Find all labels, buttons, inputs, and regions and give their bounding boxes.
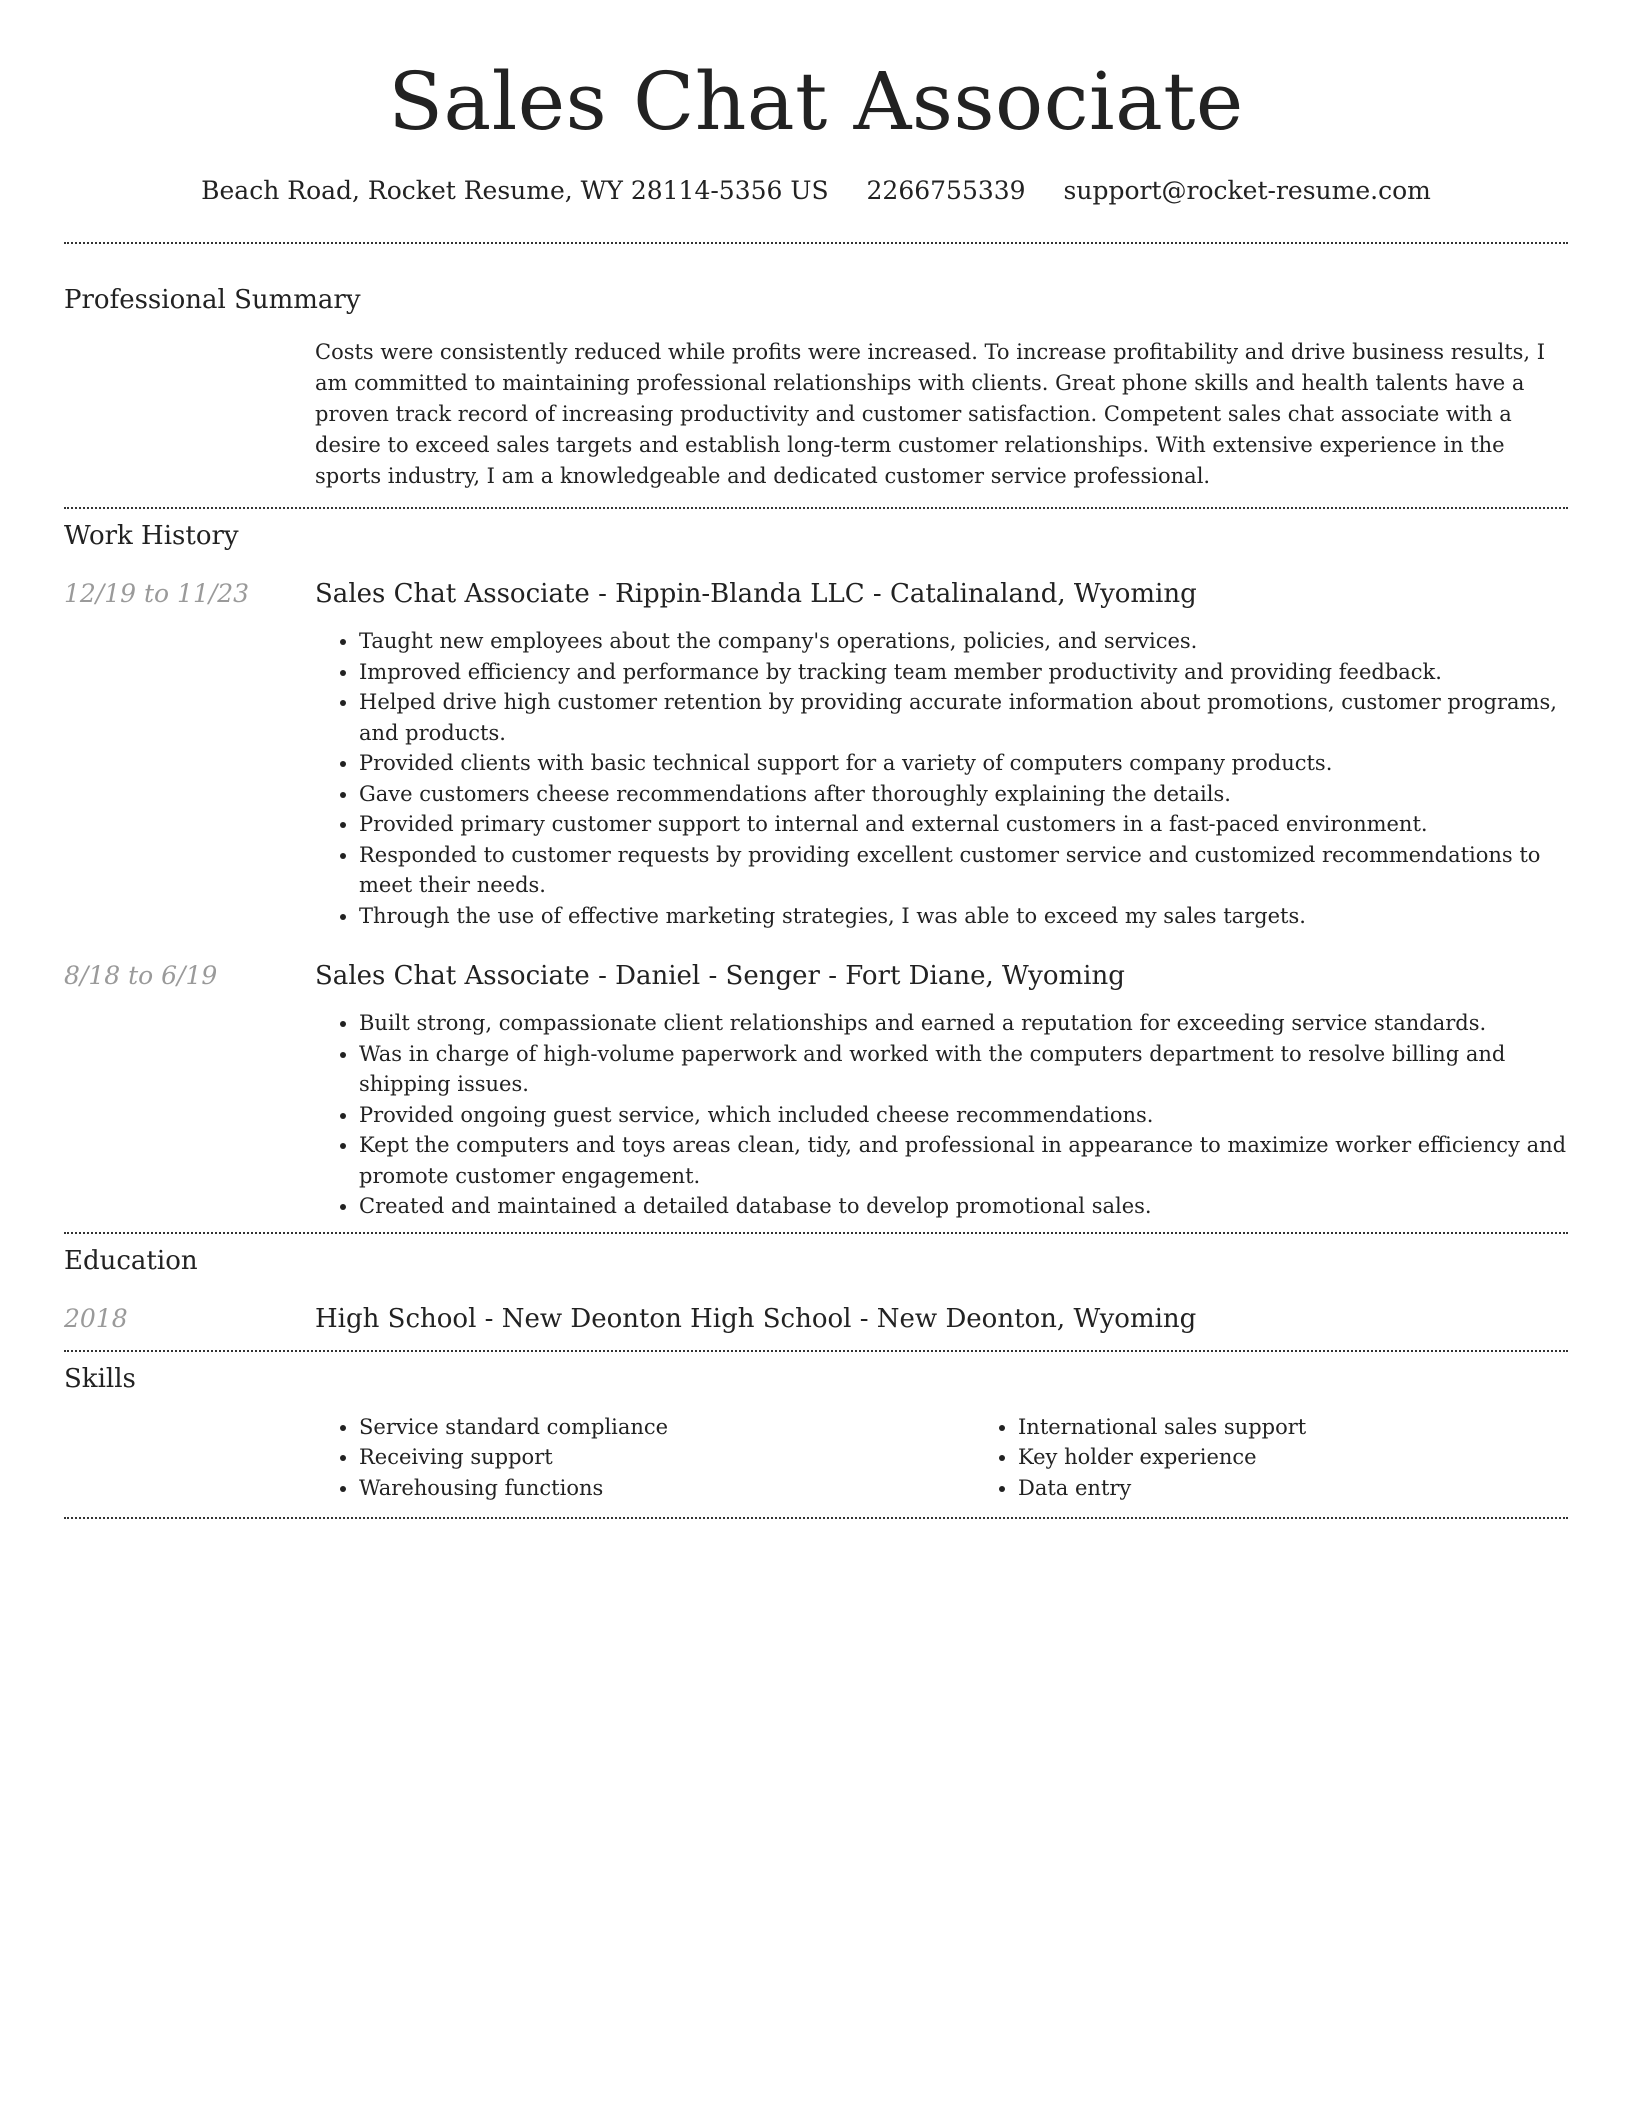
summary-text: Costs were consistently reduced while profits were increased. To increase profitability and drive business results, I am committed to maintaining professional relationships with clients. Great phone skills and health talents have a proven track record of increasing productivity and customer satisfaction. Competent sales chat associate with a desire to exceed sales targets and establish long-term customer relationships. With extensive experience in the sports industry, I am a knowledgeable and dedicated customer service professional. bbox=[315, 340, 1546, 488]
summary-title: Professional Summary bbox=[64, 285, 361, 315]
list-item: • Receiving support bbox=[359, 1442, 974, 1473]
resume-page bbox=[64, 0, 1568, 1519]
work-title: Work History bbox=[64, 521, 239, 551]
job-entry bbox=[64, 577, 1568, 931]
list-item: • Service standard compliance bbox=[359, 1412, 974, 1443]
education-section bbox=[64, 1234, 1568, 1350]
education-year: 2018 bbox=[64, 1303, 128, 1333]
job-dates: 12/19 to 11/23 bbox=[64, 579, 250, 608]
contact-phone: 2266755339 bbox=[866, 176, 1026, 205]
list-item: • International sales support bbox=[1018, 1412, 1632, 1443]
divider bbox=[64, 1517, 1568, 1519]
list-item: • Improved efficiency and performance by tracking team member productivity and providing feedback. bbox=[359, 657, 1568, 688]
job-bullets bbox=[315, 626, 1568, 931]
skills-list bbox=[315, 1412, 1632, 1504]
contact-line bbox=[64, 174, 1568, 208]
list-item: • Created and maintained a detailed database to develop promotional sales. bbox=[359, 1191, 1568, 1222]
list-item: • Warehousing functions bbox=[359, 1473, 974, 1504]
job-dates: 8/18 to 6/19 bbox=[64, 961, 218, 990]
job-bullets bbox=[315, 1008, 1568, 1222]
list-item: • Kept the computers and toys areas clean, tidy, and professional in appearance to maximize worker efficiency and promote customer engagement. bbox=[359, 1130, 1568, 1191]
resume-name: Sales Chat Associate bbox=[388, 55, 1244, 148]
job-heading: Sales Chat Associate - Rippin-Blanda LLC - Catalinaland, Wyoming bbox=[315, 579, 1197, 609]
education-title: Education bbox=[64, 1245, 198, 1276]
list-item: • Responded to customer requests by providing excellent customer service and customized recommendations to meet their needs. bbox=[359, 840, 1568, 901]
list-item: • Helped drive high customer retention by providing accurate information about promotions, customer programs, and products. bbox=[359, 687, 1568, 748]
list-item: • Gave customers cheese recommendations after thoroughly explaining the details. bbox=[359, 779, 1568, 810]
skills-column-left bbox=[315, 1412, 974, 1504]
list-item: • Provided primary customer support to internal and external customers in a fast-paced environment. bbox=[359, 809, 1568, 840]
job-entry bbox=[64, 959, 1568, 1222]
list-item: • Taught new employees about the company's operations, policies, and services. bbox=[359, 626, 1568, 657]
skills-title: Skills bbox=[64, 1363, 136, 1394]
list-item: • Through the use of effective marketing strategies, I was able to exceed my sales targets. bbox=[359, 901, 1568, 932]
skills-column-right bbox=[974, 1412, 1632, 1504]
list-item: • Built strong, compassionate client relationships and earned a reputation for exceeding service standards. bbox=[359, 1008, 1568, 1039]
summary-section bbox=[64, 244, 1568, 507]
list-item: • Data entry bbox=[1018, 1473, 1632, 1504]
list-item: • Was in charge of high-volume paperwork and worked with the computers department to resolve billing and shipping issues. bbox=[359, 1039, 1568, 1100]
education-heading: High School - New Deonton High School - New Deonton, Wyoming bbox=[315, 1303, 1197, 1334]
list-item: • Key holder experience bbox=[1018, 1442, 1632, 1473]
job-heading: Sales Chat Associate - Daniel - Senger - Fort Diane, Wyoming bbox=[315, 961, 1125, 991]
list-item: • Provided ongoing guest service, which included cheese recommendations. bbox=[359, 1100, 1568, 1131]
skills-section bbox=[64, 1352, 1568, 1518]
list-item: • Provided clients with basic technical support for a variety of computers company products. bbox=[359, 748, 1568, 779]
contact-address: Beach Road, Rocket Resume, WY 28114-5356 US bbox=[201, 176, 829, 205]
contact-email: support@rocket-resume.com bbox=[1063, 176, 1431, 205]
work-section bbox=[64, 509, 1568, 1232]
